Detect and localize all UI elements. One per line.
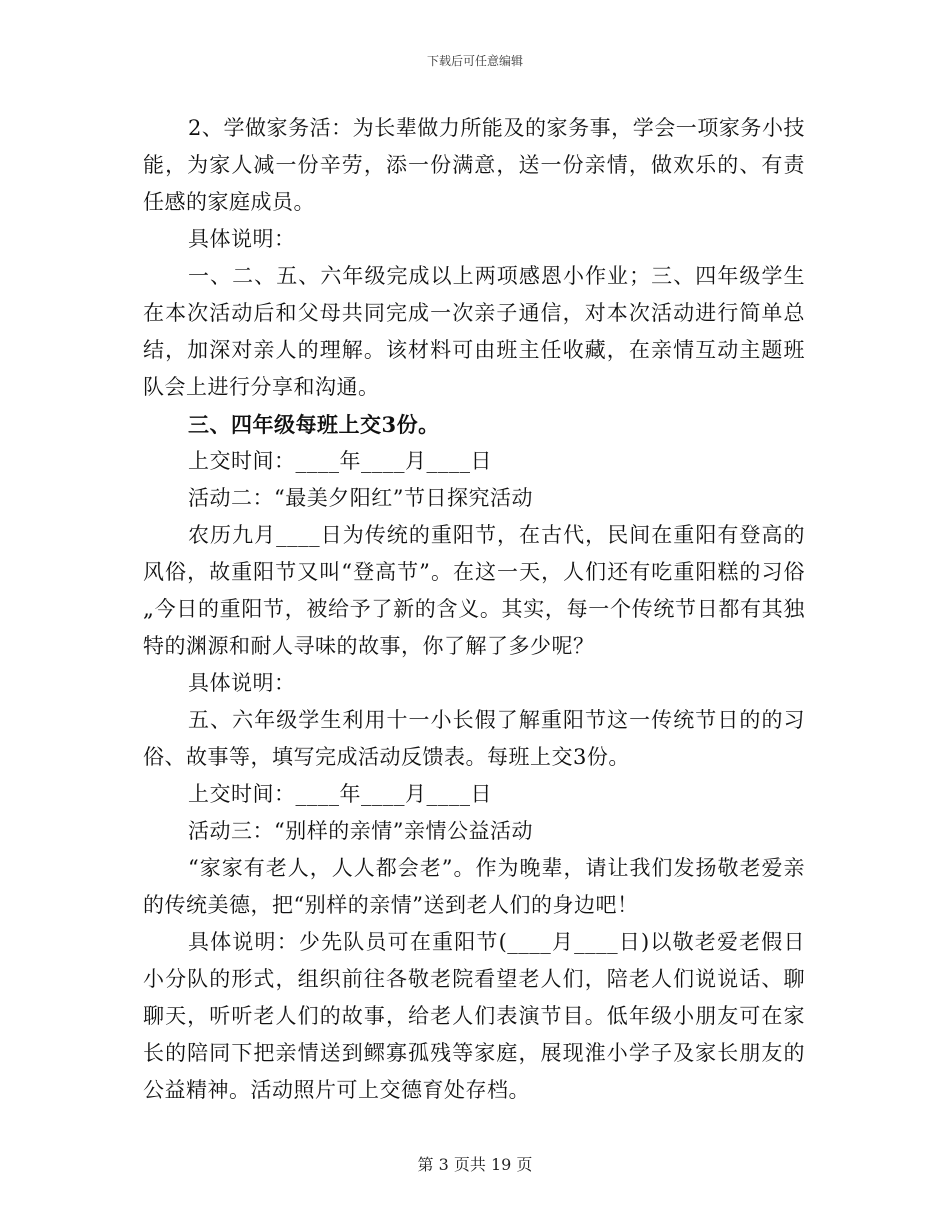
paragraph-submission-time-1: 上交时间：____年____月____日: [188, 449, 492, 473]
paragraph-grade-assignments: 一、二、五、六年级完成以上两项感恩小作业；三、四年级学生在本次活动后和父母共同完成一次亲子通信，对本次活动进行简单总结，加深对亲人的理解。该材料可由班主任收藏，在亲情互动主题班队会上进行分享和沟通。: [143, 264, 805, 399]
document-body: [143, 110, 805, 1109]
paragraph-details-label-2: 具体说明：: [188, 671, 296, 695]
page-header: 下载后可任意编辑: [426, 54, 523, 68]
paragraph-activity-two-title: 活动二：“最美夕阳红”节日探究活动: [188, 486, 533, 510]
paragraph-submission-count-1: 三、四年级每班上交3份。: [188, 412, 440, 437]
paragraph-elderly-intro: “家家有老人，人人都会老”。作为晚辈，请让我们发扬敬老爱亲的传统美德，把“别样的亲情”送到老人们的身边吧！: [143, 856, 805, 917]
paragraph-details-volunteer: 具体说明：少先队员可在重阳节(____月____日)以敬老爱老假日小分队的形式，组织前往各敬老院看望老人们，陪老人们说说话、聊聊天，听听老人们的故事，给老人们表演节目。低年级小朋友可在家长的陪同下把亲情送到鳏寡孤残等家庭，展现淮小学子及家长朋友的公益精神。活动照片可上交德育处存档。: [143, 930, 805, 1102]
page-footer: 第 3 页共 19 页: [417, 1155, 533, 1174]
paragraph-housework: 2、学做家务活：为长辈做力所能及的家务事，学会一项家务小技能，为家人减一份辛劳，添一份满意，送一份亲情，做欢乐的、有责任感的家庭成员。: [143, 116, 805, 214]
paragraph-grade-five-six: 五、六年级学生利用十一小长假了解重阳节这一传统节日的的习俗、故事等，填写完成活动反馈表。每班上交3份。: [143, 708, 805, 769]
paragraph-details-label-1: 具体说明：: [188, 227, 296, 251]
paragraph-chongyang-intro: 农历九月____日为传统的重阳节，在古代，民间在重阳有登高的风俗，故重阳节又叫“登高节”。在这一天，人们还有吃重阳糕的习俗„今日的重阳节，被给予了新的含义。其实，每一个传统节日都有其独特的渊源和耐人寻味的故事，你了解了多少呢？: [143, 523, 805, 658]
paragraph-activity-three-title: 活动三：“别样的亲情”亲情公益活动: [188, 819, 533, 843]
paragraph-submission-time-2: 上交时间：____年____月____日: [188, 782, 492, 806]
